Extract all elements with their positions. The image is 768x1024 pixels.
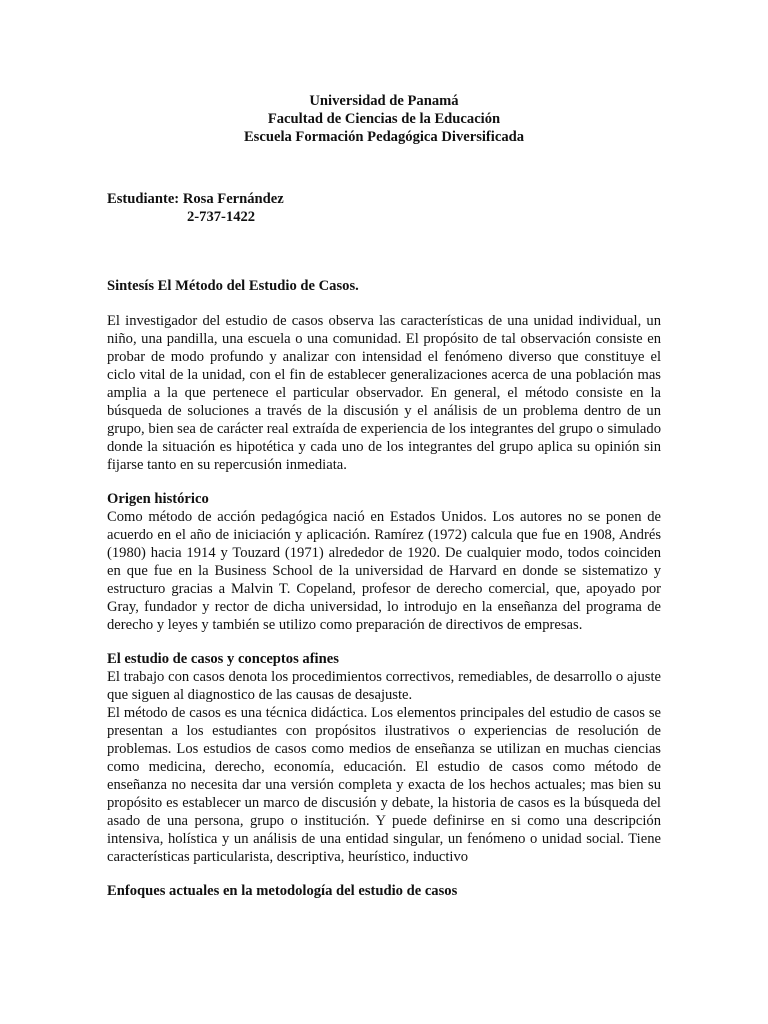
faculty-name: Facultad de Ciencias de la Educación (267, 111, 501, 127)
student-block (107, 190, 661, 226)
section-paragraph-origin: Como método de acción pedagógica nació en Estados Unidos. Los autores no se ponen de acuerdo en el año de iniciación y aplicación. Ramírez (1972) calcula que fue en 1908, Andrés (1980) hacia 1914 y Touzard (1971) alrededor de 1920. De cualquier modo, todos coinciden en que fue en la Business School de la universidad de Harvard en donde se sistematizo y estructuro gracias a Malvin T. Copeland, profesor de derecho comercial, que, apoyado por Gray, fundador y rector de dicha universidad, lo introdujo en la enseñanza del programa de derecho y leyes y también se utilizo como preparación de directivos de empresas. (107, 509, 661, 633)
student-id: 2-737-1422 (187, 209, 256, 225)
section-paragraph-concepts-1: El trabajo con casos denota los procedimientos correctivos, remediables, de desarrollo o ajuste que siguen al diagnostico de las causas de desajuste. (107, 669, 661, 703)
school-name: Escuela Formación Pedagógica Diversificada (243, 129, 525, 145)
university-name: Universidad de Panamá (309, 93, 459, 109)
document-title: Sintesís El Método del Estudio de Casos. (107, 278, 359, 294)
section-heading-approaches: Enfoques actuales en la metodología del estudio de casos (107, 883, 458, 899)
section-heading-concepts: El estudio de casos y conceptos afines (107, 651, 339, 667)
section-heading-origin: Origen histórico (107, 491, 209, 507)
student-name: Estudiante: Rosa Fernández (107, 191, 284, 207)
intro-paragraph: El investigador del estudio de casos observa las características de una unidad individual, un niño, una pandilla, una escuela o una comunidad. El propósito de tal observación consiste en probar de modo profundo y analizar con intensidad el fenómeno diverso que constituye el ciclo vital de la unidad, con el fin de establecer generalizaciones acerca de una población mas amplia a la que pertenece el particular observador. En general, el método consiste en la búsqueda de soluciones a través de la discusión y el análisis de un problema dentro de un grupo, bien sea de carácter real extraída de experiencia de los integrantes del grupo o simulado donde la situación es hipotética y cada uno de los integrantes del grupo aplica su opinión sin fijarse tanto en su repercusión inmediata. (107, 313, 661, 473)
section-paragraph-concepts-2: El método de casos es una técnica didáctica. Los elementos principales del estudio de casos se presentan a los estudiantes con propósitos ilustrativos o experiencias de resolución de problemas. Los estudios de casos como medios de enseñanza se utilizan en muchas ciencias como medicina, derecho, economía, educación. El estudio de casos como método de enseñanza no necesita dar una versión completa y exacta de los hechos actuales; mas bien su propósito es establecer un marco de discusión y debate, la historia de casos es la búsqueda del asado de una persona, grupo o institución. Y puede definirse en si como una descripción intensiva, holística y un análisis de una entidad singular, un fenómeno o unidad social. Tiene características particularista, descriptiva, heurístico, inductivo (107, 705, 661, 865)
document-header (107, 92, 661, 146)
document-page (107, 92, 661, 900)
